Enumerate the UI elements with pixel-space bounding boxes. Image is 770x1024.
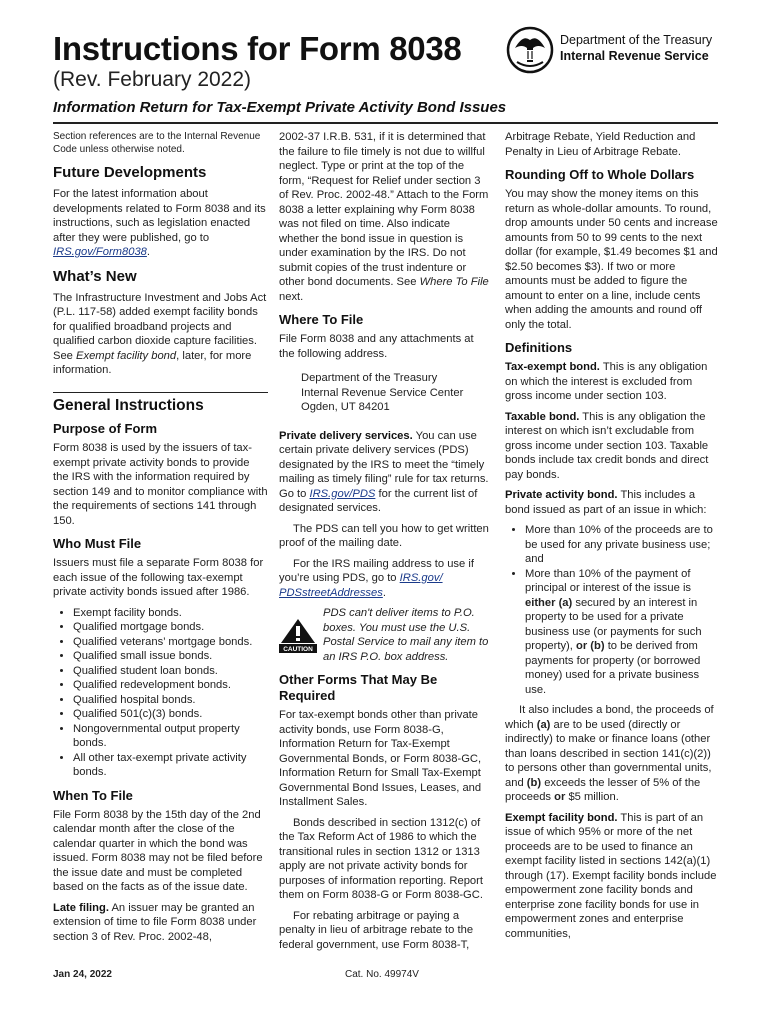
tax-exempt-bond-label: Tax-exempt bond. xyxy=(505,361,600,373)
form-8038t-continued: Arbitrage Rebate, Yield Reduction and Penalty in Lieu of Arbitrage Rebate. xyxy=(505,131,696,158)
other-forms-heading: Other Forms That May Be Required xyxy=(279,672,438,703)
mailing-end: . xyxy=(382,586,386,599)
footer-cat-number: Cat. No. 49974V xyxy=(345,969,419,980)
late-filing-label: Late filing. xyxy=(53,901,109,914)
condition-or: or (b) xyxy=(575,640,605,652)
condition-either: either (a) xyxy=(525,596,573,609)
continued-text: 2002-37 I.R.B. 531, if it is determined that the failure to file timely is not due to willful neglect. Type or print at the top of the form, “Request for Relief under section 3 of Rev. Proc. 2002-48.” Attach to the Form 8038 a letter explaining why Form 8038 was not filed on time. Also indicate whether the bond issue in question is under examination by the IRS. Do not submit copies of the trust indenture or other bond documents. See xyxy=(279,131,489,288)
private-activity-bond-label: Private activity bond. xyxy=(505,489,618,501)
also-c: exceeds the lesser of 5% of the proceeds xyxy=(505,776,701,803)
list-item: • All other tax-exempt private activity bonds. xyxy=(73,751,268,780)
late-filing-continued xyxy=(279,130,491,304)
purpose-text: Form 8038 is used by the issuers of tax-exempt private activity bonds to provide the IRS with the information required by section 149 and to monitor compliance with the requirements of sections 141 through 150. xyxy=(53,442,268,527)
whats-new-text xyxy=(53,291,268,378)
purpose-heading: Purpose of Form xyxy=(53,421,158,436)
list-item: • Qualified redevelopment bonds. xyxy=(73,678,268,693)
also-b-bold: (b) xyxy=(526,776,542,789)
pds-body-2: for the current list of designated services. xyxy=(279,487,478,514)
who-must-file-text: Issuers must file a separate Form 8038 for each issue of the following tax-exempt private activity bonds issued after 1986. xyxy=(53,557,264,598)
also-a-bold: (a) xyxy=(536,718,551,731)
pds-mailing-text xyxy=(279,557,491,601)
definitions-heading: Definitions xyxy=(505,340,573,355)
pds-text xyxy=(279,429,491,516)
exempt-facility-bond-def xyxy=(505,811,718,942)
mailing-address xyxy=(279,371,491,415)
agency-block xyxy=(560,32,712,64)
also-a: It also includes a bond, the proceeds of which xyxy=(505,704,714,731)
exempt-facility-bond-text: This is part of an issue of which 95% or more of the net proceeds are to be used to finance an exempt facility listed in sections 142(a)(1) through (17). Exempt facility bonds include empowerment zone facility bonds and enterprise zone facility bonds for use in empowerment zones and enterprise communities, xyxy=(505,811,717,940)
condition-text-c: to be derived from payments for property (or borrowed money) used for a private business use. xyxy=(525,640,701,696)
intro-note: Section references are to the Internal Revenue Code unless otherwise noted. xyxy=(53,131,261,155)
bond-type-list xyxy=(53,606,268,780)
list-item: • Qualified small issue bonds. xyxy=(73,649,268,664)
revision-date: (Rev. February 2022) xyxy=(53,68,252,91)
also-b: are to be used (directly or indirectly) to make or finance loans (other than loans described in section 141(c)(2)) to persons other than governmental units, and xyxy=(505,718,712,789)
agency-irs: Internal Revenue Service xyxy=(560,49,709,63)
also-or: or xyxy=(554,791,566,803)
taxable-bond-def xyxy=(505,410,718,483)
column-3 xyxy=(505,130,718,947)
caution-label: CAUTION xyxy=(283,646,313,653)
taxable-bond-text: This is any obligation the interest on which isn’t excludable from gross income under section 103. Taxable bonds include tax credit bonds and direct pay bonds. xyxy=(505,410,709,481)
tax-exempt-bond-text: This is any obligation on which the interest is excluded from gross income under section 103. xyxy=(505,361,708,402)
document-subtitle: Information Return for Tax-Exempt Private Activity Bond Issues xyxy=(53,99,507,116)
rounding-heading: Rounding Off to Whole Dollars xyxy=(505,167,695,182)
private-activity-conditions xyxy=(505,523,718,697)
whats-new-heading: What’s New xyxy=(53,267,137,285)
column-2 xyxy=(279,130,491,958)
continued-end: next. xyxy=(279,290,304,303)
who-must-file-heading: Who Must File xyxy=(53,536,142,551)
also-d: $5 million. xyxy=(568,791,619,803)
exempt-facility-bond-label: Exempt facility bond. xyxy=(505,811,618,824)
when-to-file-heading: When To File xyxy=(53,787,133,803)
list-item xyxy=(525,567,718,698)
late-filing-text xyxy=(53,901,268,945)
pds-label: Private delivery services. xyxy=(279,429,413,442)
future-end: . xyxy=(146,246,151,258)
address-line: Internal Revenue Service Center xyxy=(301,386,464,399)
irs-pds-address-link-2[interactable]: PDSstreetAddresses xyxy=(279,586,383,599)
condition-text-a: More than 10% of the payment of principal or interest of the issue is xyxy=(525,567,692,594)
where-to-file-text: File Form 8038 and any attachments at the following address. xyxy=(279,333,474,360)
late-filing-body: An issuer may be granted an extension of time to file Form 8038 under section 3 of Rev. Proc. 2002-48, xyxy=(53,901,257,943)
caution-box xyxy=(279,606,491,664)
irs-pds-link[interactable]: IRS.gov/PDS xyxy=(309,487,376,500)
footer-date: Jan 24, 2022 xyxy=(53,969,112,980)
future-developments-text xyxy=(53,187,268,260)
condition-text-b: secured by an interest in property to be used for a private business use (or payments for such property), xyxy=(525,596,702,652)
list-item: • Qualified 501(c)(3) bonds. xyxy=(73,707,268,722)
list-item: • Qualified student loan bonds. xyxy=(73,664,268,679)
mailing-body: For the IRS mailing address to use if you’re using PDS, go to xyxy=(279,557,474,584)
private-activity-bond-text: This includes a bond issued as part of an issue in which: xyxy=(505,489,707,516)
also-includes-text xyxy=(505,703,718,805)
irs-form8038-link[interactable]: IRS.gov/Form8038 xyxy=(53,246,147,258)
future-developments-heading: Future Developments xyxy=(53,164,207,181)
when-to-file-text: File Form 8038 by the 15th day of the 2nd calendar month after the close of the calendar quarter in which the bond was issued. Form 8038 may not be filed before the issue date and must be completed based on the facts as of the issue date. xyxy=(53,808,263,893)
list-item: • Qualified veterans’ mortgage bonds. xyxy=(73,635,268,650)
tax-exempt-bond-def xyxy=(505,360,718,404)
address-line: Ogden, UT 84201 xyxy=(301,401,390,413)
where-to-file-ref: Where To File xyxy=(419,276,489,288)
list-item: • More than 10% of the proceeds are to be used for any private business use; and xyxy=(525,523,718,567)
pds-body-1: You can use certain private delivery services (PDS) designated by the IRS to meet the “timely mailing as timely filing” rule for tax returns. Go to xyxy=(279,429,489,500)
whats-new-text-1: The Infrastructure Investment and Jobs Act (P.L. 117-58) added exempt facility bonds for qualified broadband projects and qualified carbon dioxide capture facilities. See xyxy=(53,291,267,362)
column-1 xyxy=(53,130,268,950)
list-item: • Nongovernmental output property bonds. xyxy=(73,722,268,751)
list-item: • Qualified mortgage bonds. xyxy=(73,620,268,635)
future-text: For the latest information about developments related to Form 8038 and its instructions, such as legislation enacted after they were published, go to xyxy=(53,188,266,244)
agency-department: Department of the Treasury xyxy=(560,33,713,47)
other-forms-text: For tax-exempt bonds other than private activity bonds, use Form 8038-G, Information Return for Tax-Exempt Governmental Bonds, or Form 8038-GC, Information Return for Small Tax-Exempt Governmental Bond Issues, Leases, and Installment Sales. xyxy=(279,709,482,808)
header-rule xyxy=(53,122,718,124)
list-item: • Exempt facility bonds. xyxy=(73,606,268,621)
private-activity-bond-def xyxy=(505,488,718,517)
transitional-bonds-text: Bonds described in section 1312(c) of the Tax Reform Act of 1986 to which the transitional rules in section 1312 or 1313 apply are not private activity bonds for purposes of information reporting. Report them on Form 8038-G or Form 8038-GC. xyxy=(279,816,483,901)
list-item: • Qualified hospital bonds. xyxy=(73,693,268,708)
irs-eagle-seal-icon xyxy=(505,26,555,74)
whats-new-ref: Exempt facility bond xyxy=(76,349,177,362)
rebating-text: For rebating arbitrage or paying a penalty in lieu of arbitrage rebate to the federal government, use Form 8038-T, xyxy=(279,909,474,951)
irs-pds-address-link[interactable]: IRS.gov/ xyxy=(399,572,443,584)
where-to-file-heading: Where To File xyxy=(279,312,364,327)
caution-text: PDS can't deliver items to P.O. boxes. You must use the U.S. Postal Service to mail any item to an IRS P.O. box address. xyxy=(323,607,489,663)
whats-new-text-2: , later, for more information. xyxy=(53,349,252,376)
rounding-text: You may show the money items on this return as whole-dollar amounts. To round, drop amounts under 50 cents and increase amounts from 50 to 99 cents to the next dollar (for example, $1.49 becomes $1 and $2.50 becomes $3). If two or more amounts must be added to figure the amount to enter on a line, include cents when adding the amounts and round off only the total. xyxy=(505,188,718,331)
caution-icon xyxy=(279,606,317,664)
general-instructions-heading: General Instructions xyxy=(53,392,268,414)
address-line: Department of the Treasury xyxy=(301,372,438,384)
document-title: Instructions for Form 8038 xyxy=(53,30,462,67)
taxable-bond-label: Taxable bond. xyxy=(505,410,580,423)
pds-proof-text: The PDS can tell you how to get written proof of the mailing date. xyxy=(279,522,489,549)
